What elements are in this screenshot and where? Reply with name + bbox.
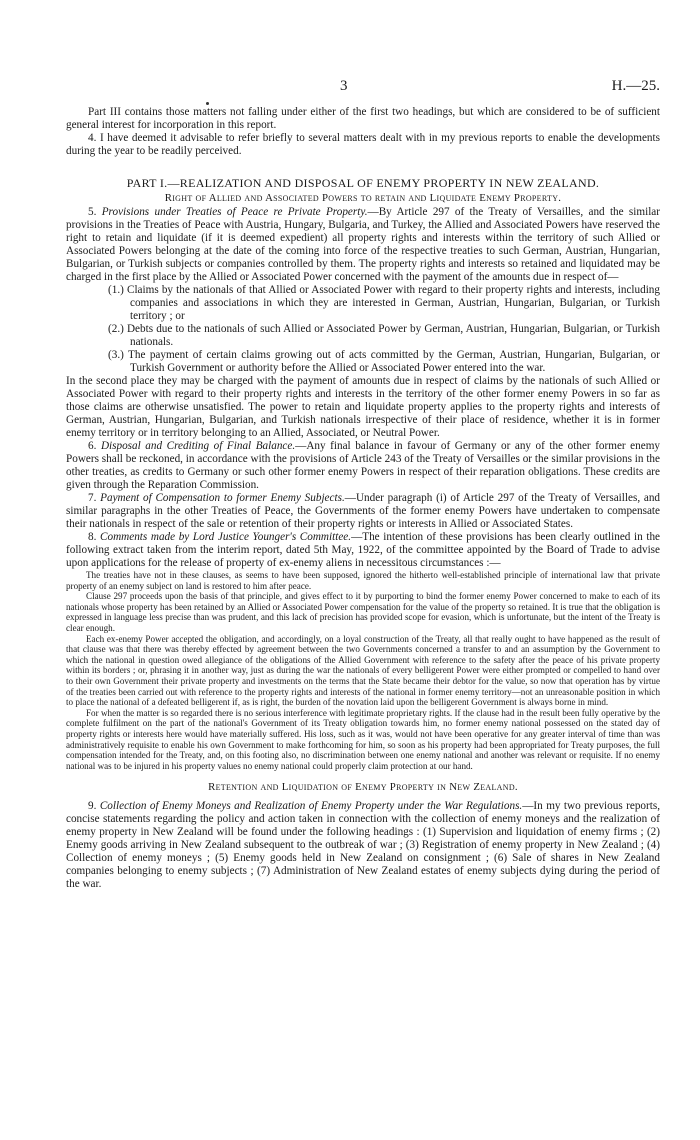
intro-paragraph: 4. I have deemed it advisable to refer briefly to several matters dealt with in my previous reports to enable the developments during the year to be readily perceived. [66, 132, 660, 157]
para-title: Collection of Enemy Moneys and Realization of Enemy Property under the War Regulations. [99, 800, 523, 813]
para-number: 9. [88, 800, 97, 813]
paragraph-7 [66, 492, 660, 531]
paragraph-8 [66, 531, 660, 570]
list-item: (3.) The payment of certain claims growing out of acts committed by the German, Austrian, Hungarian, Bulgarian, or Turkish Government or authority before the Allied or Associated Power entered into the war. [108, 349, 660, 374]
para-number: 8. [88, 531, 97, 543]
quote-paragraph: The treaties have not in these clauses, as seems to have been supposed, ignored the hitherto well-established principle of international law that private property of an enemy subject on land is restored to him after peace. [66, 570, 660, 591]
subheading: Right of Allied and Associated Powers to retain and Liquidate Enemy Property. [164, 192, 562, 204]
list-item: (1.) Claims by the nationals of that Allied or Associated Power with regard to their property rights and interests, including companies and associations in which they are interested in German, Austrian, Hungarian, Bulgarian, or Turkish territory ; or [108, 284, 660, 322]
para-title: Payment of Compensation to former Enemy Subjects. [100, 492, 345, 504]
document-body [66, 106, 660, 891]
part-title: PART I.—REALIZATION AND DISPOSAL OF ENEMY PROPERTY IN NEW ZEALAND. [126, 176, 600, 190]
intro-paragraph: Part III contains those matters not falling under either of the first two headings, but which are considered to be of sufficient general interest for incorporation in this report. [66, 106, 660, 131]
para-title: Disposal and Crediting of Final Balance. [100, 440, 296, 452]
document-code: H.—25. [611, 78, 660, 94]
para-number: 5. [88, 206, 97, 218]
para-title: Comments made by Lord Justice Younger's Committee. [100, 531, 352, 543]
paragraph-9 [66, 800, 660, 891]
para-number: 7. [88, 492, 97, 504]
page-number: 3 [340, 78, 348, 94]
list-item: (2.) Debts due to the nationals of such Allied or Associated Power by German, Austrian, Hungarian, Bulgarian, or Turkish nationals. [108, 323, 660, 348]
para-text: —Any final balance in favour of Germany or any of the other former enemy Powers shall be reckoned, in accordance with the provisions of Article 243 of the Treaty of Versailles or the similar provisions in the other treaties, as credits to Germany or such other former enemy Powers in respect of their reparation obligations. These credits are given through the Reparation Commission. [66, 440, 661, 491]
quote-paragraph: For when the matter is so regarded there is no serious interference with legitimate proprietary rights. If the clause had in the result been fully operative by the complete fulfilment on the part of the national's Government of its Treaty obligation towards him, no former enemy national possessed on the stated day of property rights or interests here would have materially suffered. His loss, such as it was, would not have been operative for any greater interval of time than was administratively requisite to enable his own Government to make forthcoming for him, so soon as his property had been appropriated for Treaty purposes, the full compensation intended for the Treaty, and, on this footing also, no discrimination between one enemy national and another was relevant or requisite. If no enemy national was to be injured in his property values no enemy national could properly claim protection at our hand. [66, 707, 660, 771]
para-text: —Under paragraph (i) of Article 297 of the Treaty of Versailles, and similar paragraphs in the other Treaties of Peace, the Governments of the former enemy Powers have undertaken to compensate their nationals in respect of the sale or retention of their property rights or interests in Allied or Associated States. [66, 492, 661, 530]
para-title: Provisions under Treaties of Peace re Private Property. [101, 206, 368, 218]
quote-paragraph: Clause 297 proceeds upon the basis of that principle, and gives effect to it by purporting to bind the former enemy Power concerned to make to each of its nationals whose property has been retained by an Allied or Associated Power compensation for the value of the property so retained. It is true that the obligation is expressed in language less precise than was prudent, and this lack of precision has provided scope for evasion, which is unfortunate, but the intent of the Treaty is clear enough. [66, 591, 660, 633]
ink-dot [206, 102, 209, 105]
paragraph-6 [66, 440, 660, 492]
block-quote [66, 570, 660, 771]
paragraph-5-continued: In the second place they may be charged with the payment of amounts due in respect of claims by the nationals of such Allied or Associated Power with regard to their property rights and interests in the territory of the other former enemy Powers in so far as those claims are otherwise unsatisfied. The power to retain and liquidate property applies to the property rights and interests of German, Austrian, Hungarian, Bulgarian, and Turkish nationals irrespective of their place of residence, whether it is in former enemy territory or in territory belonging to an Allied, Associated, or Neutral Power. [66, 375, 660, 439]
paragraph-5 [66, 206, 660, 284]
quote-paragraph: Each ex-enemy Power accepted the obligation, and accordingly, on a loyal construction of the Treaty, all that really ought to have happened as the result of that clause was that there was thereby effected by agreement between the two Governments concerned a transfer to and an assumption by the Government to which the national in question owed allegiance of the obligations of the Allied Government with reference to the safety after the peace of his private property within its borders ; or, phrasing it in another way, just as during the war the nationals of every belligerent Power were either prompted or compelled to hand over to their own Government their private property and investments on the terms that the State became their debtor for the value, so now that operation has by virtue of the treaties been carried out with reference to the property rights and interests of the national in former enemy territory—not an unreasonable position in which to place the national of a defeated belligerent if, as is right, the burden of the novation laid upon the belligerent Government is always borne in mind. [66, 633, 660, 708]
para-text: —By Article 297 of the Treaty of Versailles, and the similar provisions in the Treaties of Peace with Austria, Hungary, Bulgaria, and Turkey, the Allied and Associated Powers have reserved the right to retain and liquidate (if it is deemed expedient) all property rights and interests within the territory of such Allied or Associated Powers belonging at the date of the coming into force of the respective treaties to such German, Austrian, Hungarian, Bulgarian, or Turkish subjects or companies controlled by them. The property rights and interests so retained and liquidated may be charged in the first place by the Allied or Associated Power concerned with the payment of the amounts due in respect of— [66, 206, 660, 283]
para-text: —In my two previous reports, concise statements regarding the policy and action taken in connection with the collection of enemy moneys and the realization of enemy property in New Zealand will be found under the following headings : (1) Supervision and liquidation of enemy firms ; (2) Enemy goods arriving in New Zealand subsequent to the outbreak of war ; (3) Registration of enemy property in New Zealand ; (4) Collection of enemy moneys ; (5) Enemy goods held in New Zealand on consignment ; (6) Sale of shares in New Zealand companies belonging to enemy subjects ; (7) Administration of New Zealand estates of enemy subjects dying during the period of the war. [66, 800, 660, 891]
subheading: Retention and Liquidation of Enemy Property in New Zealand. [208, 781, 518, 794]
para-text: —The intention of these provisions has been clearly outlined in the following extract taken from the interim report, dated 5th May, 1922, of the committee appointed by the Board of Trade to advise upon applications for the release of property of ex-enemy aliens in necessitous circumstances :— [66, 531, 661, 569]
page-header [0, 78, 700, 98]
para-number: 6. [88, 440, 97, 452]
